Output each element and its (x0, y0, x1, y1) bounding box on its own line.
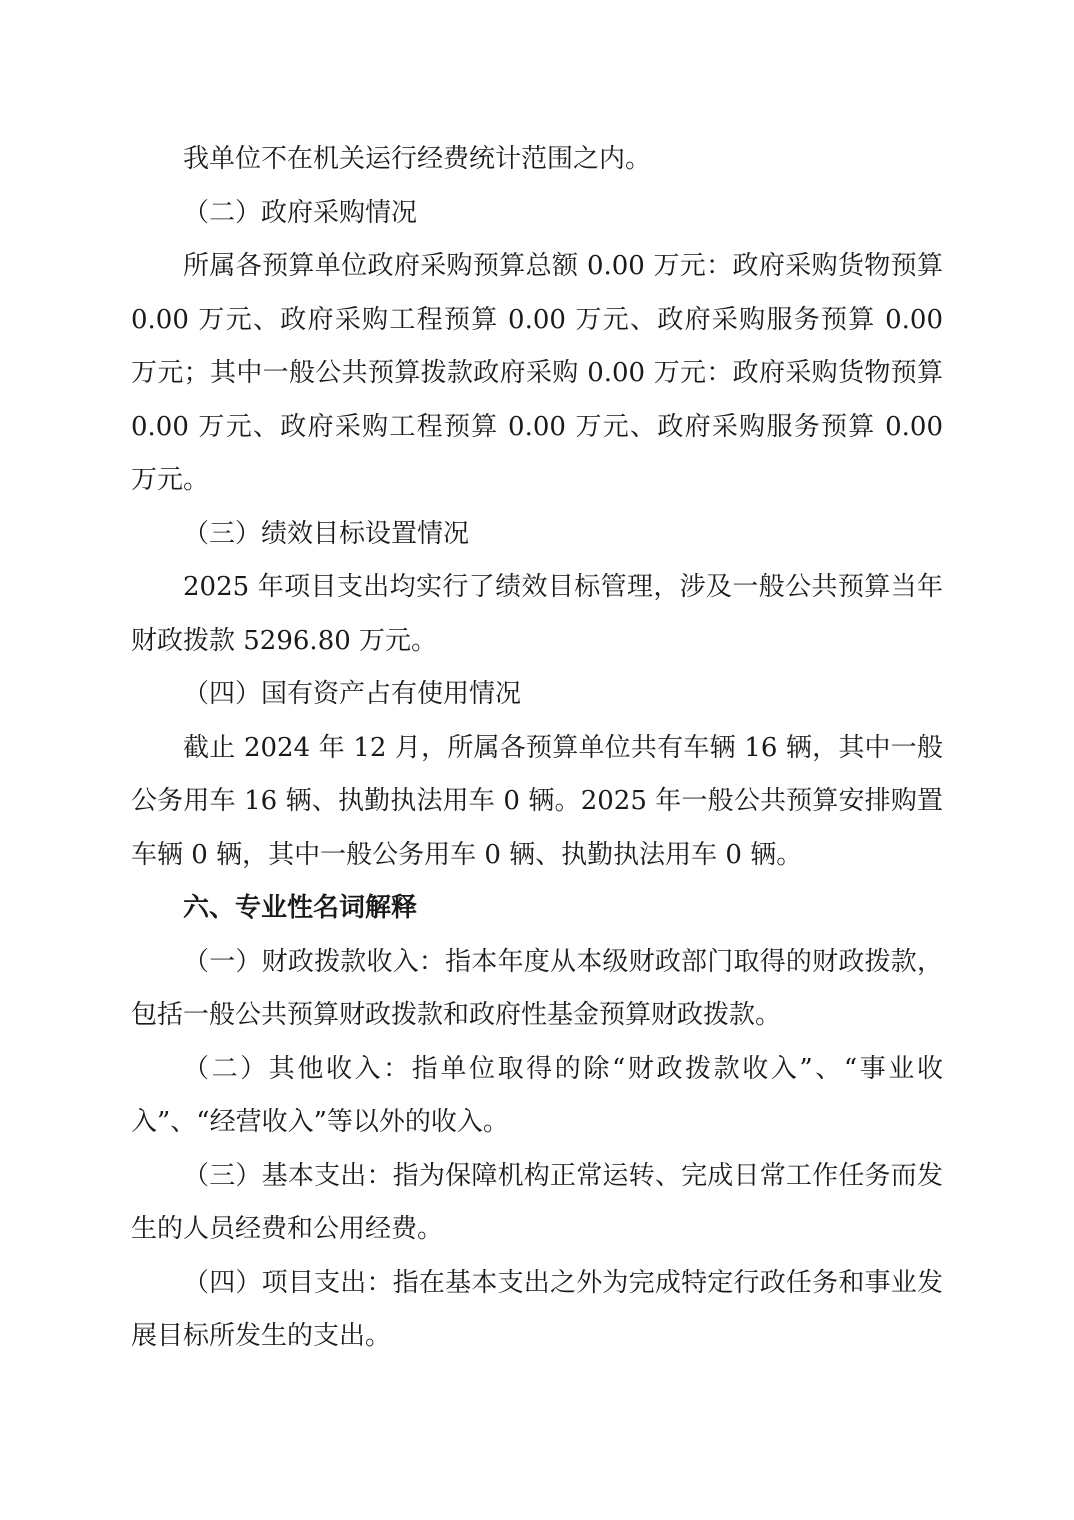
intro-paragraph: 我单位不在机关运行经费统计范围之内。 (183, 144, 652, 174)
performance-paragraph: 2025 年项目支出均实行了绩效目标管理，涉及一般公共预算当年财政拨款 5296.80 万元。 (131, 572, 943, 656)
glossary-definition: 指在基本支出之外为完成特定行政任务和事业发展目标所发生的支出。 (131, 1267, 943, 1351)
glossary-term: （一）财政拨款收入： (183, 946, 446, 977)
glossary-term: （二）其他收入： (183, 1053, 412, 1084)
glossary-definition: 指单位取得的除“财政拨款收入”、“事业收入”、“经营收入”等以外的收入。 (131, 1053, 943, 1137)
glossary-item (131, 1150, 943, 1257)
assets-paragraph: 截止 2024 年 12 月，所属各预算单位共有车辆 16 辆，其中一般公务用车 16 辆、执勤执法用车 0 辆。2025 年一般公共预算安排购置车辆 0 辆，其中一般公务用车 0 辆、执勤执法用车 0 辆。 (131, 732, 943, 870)
performance-heading: （三）绩效目标设置情况 (183, 518, 470, 549)
glossary-heading: 六、专业性名词解释 (183, 893, 418, 923)
glossary-term: （三）基本支出： (183, 1160, 393, 1191)
glossary-item (131, 936, 943, 1043)
document-body (131, 133, 943, 1364)
glossary-item (131, 1257, 943, 1364)
glossary-term: （四）项目支出： (183, 1267, 393, 1298)
procurement-heading: （二）政府采购情况 (183, 197, 418, 228)
procurement-paragraph: 所属各预算单位政府采购预算总额 0.00 万元：政府采购货物预算 0.00 万元、政府采购工程预算 0.00 万元、政府采购服务预算 0.00 万元；其中一般公共预算拨款政府采购 0.00 万元：政府采购货物预算 0.00 万元、政府采购工程预算 0.00 万元、政府采购服务预算 0.00 万元。 (131, 251, 943, 495)
glossary-item (131, 1043, 943, 1150)
assets-heading: （四）国有资产占有使用情况 (183, 679, 522, 709)
glossary-definition: 指为保障机构正常运转、完成日常工作任务而发生的人员经费和公用经费。 (131, 1160, 943, 1244)
glossary-definition: 指本年度从本级财政部门取得的财政拨款，包括一般公共预算财政拨款和政府性基金预算财政拨款。 (131, 946, 943, 1030)
